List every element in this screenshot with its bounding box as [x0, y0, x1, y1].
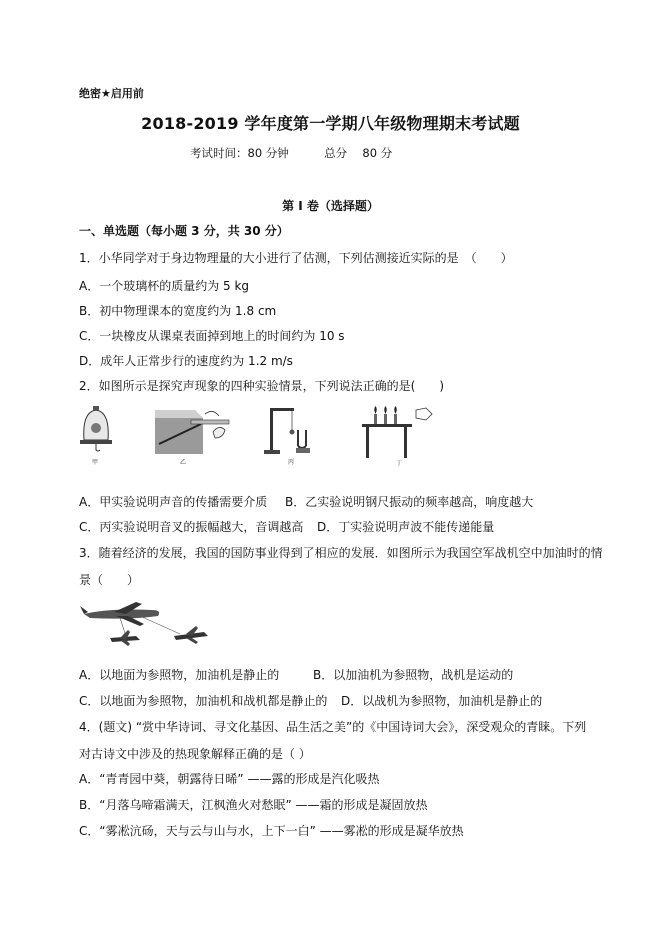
q1-option-a: A．一个玻璃杯的质量约为 5 kg — [79, 279, 250, 293]
figure-label-ding: 丁 — [396, 460, 403, 467]
q4-option-a: A．“青青园中葵，朝露待日晞” ——露的形成是汽化吸热 — [79, 772, 380, 786]
q1-option-d: D．成年人正常步行的速度约为 1.2 m/s — [79, 354, 293, 368]
total-score-value: 80 分 — [362, 146, 393, 160]
exam-title: 2018-2019 学年度第一学期八年级物理期末考试题 — [141, 114, 520, 133]
q4-stem-line1: 4．(题文) “赏中华诗词、寻文化基因、品生活之美”的《中国诗词大会》，深受观众的青睐。下列 — [79, 720, 587, 734]
q3-option-a: A．以地面为参照物，加油机是静止的 — [79, 668, 280, 682]
q4-option-c: C．“雾凇沆砀，天与云与山与水，上下一白” ——雾凇的形成是凝华放热 — [79, 824, 464, 838]
q2-option-b: B．乙实验说明钢尺振动的频率越高，响度越大 — [285, 495, 534, 509]
q2-option-c: C．丙实验说明音叉的振幅越大，音调越高 — [79, 520, 304, 534]
q3-stem-line2: 景（ ） — [79, 573, 140, 587]
part-title: 第 I 卷（选择题） — [282, 199, 379, 213]
q1-option-c: C．一块橡皮从课桌表面掉到地上的时间约为 10 s — [79, 329, 345, 343]
q3-option-c: C．以地面为参照物，加油机和战机都是静止的 — [79, 694, 328, 708]
q3-stem-line1: 3．随着经济的发展，我国的国防事业得到了相应的发展．如图所示为我国空军战机空中加油时的情 — [79, 546, 603, 560]
figure-label-jia: 甲 — [92, 459, 99, 466]
aerial-refueling-figure — [80, 600, 220, 650]
bell-jar-figure — [76, 404, 116, 456]
q4-option-b: B．“月落乌啼霜满天，江枫渔火对愁眠” ——霜的形成是凝固放热 — [79, 798, 428, 812]
q1-stem: 1．小华同学对于身边物理量的大小进行了估测，下列估测接近实际的是 （ ） — [79, 251, 513, 265]
q2-option-d: D．丁实验说明声波不能传递能量 — [317, 520, 495, 534]
exam-time-label: 考试时间： — [190, 146, 248, 160]
q3-option-b: B．以加油机为参照物，战机是运动的 — [313, 668, 514, 682]
q4-stem-line2: 对古诗文中涉及的热现象解释正确的是（ ） — [79, 747, 311, 761]
exam-meta — [190, 145, 392, 161]
tuning-fork-figure — [262, 404, 322, 456]
q2-option-a: A．甲实验说明声音的传播需要介质 — [79, 495, 268, 509]
confidential-mark: 绝密★启用前 — [79, 87, 144, 100]
q2-stem: 2．如图所示是探究声现象的四种实验情景，下列说法正确的是( ) — [79, 379, 445, 393]
figure-label-bing: 丙 — [288, 459, 295, 466]
q1-option-b: B．初中物理课本的宽度约为 1.8 cm — [79, 304, 277, 318]
candle-figure — [360, 404, 434, 460]
total-score-label: 总分 — [324, 146, 348, 160]
exam-time-value: 80 分钟 — [247, 146, 289, 160]
steel-ruler-figure — [153, 404, 233, 456]
q3-option-d: D．以战机为参照物，加油机是静止的 — [341, 694, 543, 708]
figure-label-yi: 乙 — [180, 459, 187, 466]
section-title: 一、单选题（每小题 3 分，共 30 分） — [79, 224, 289, 238]
